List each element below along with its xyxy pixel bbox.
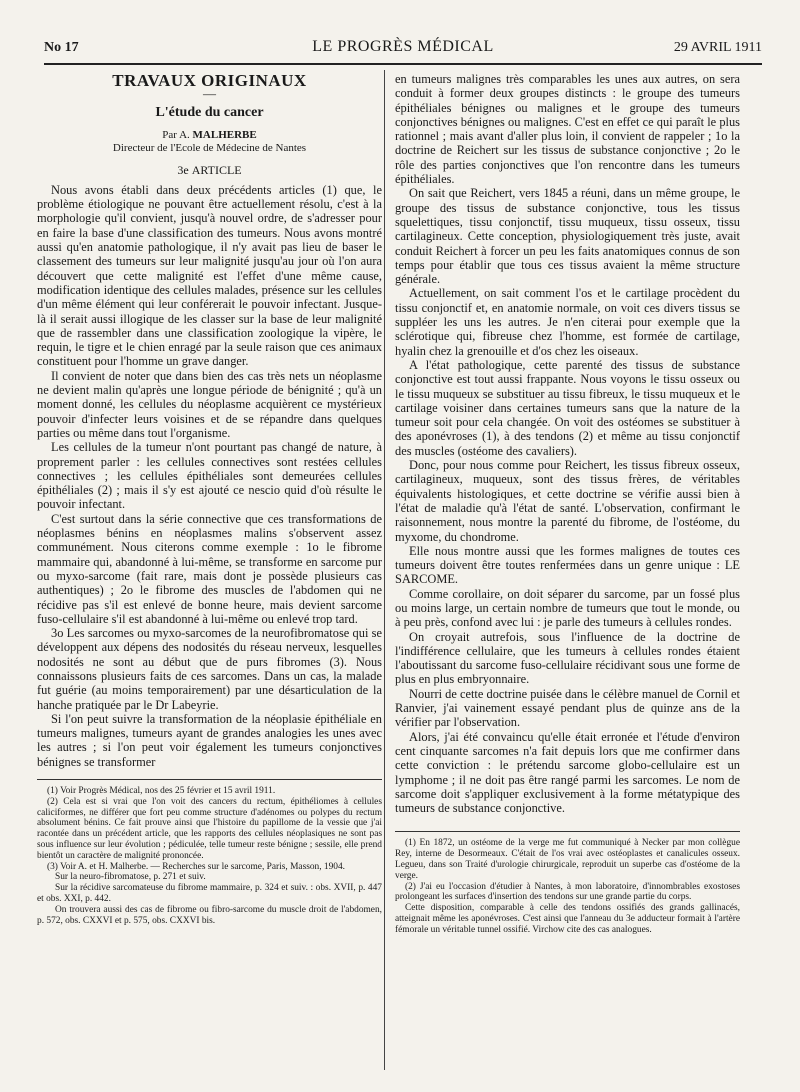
footnote: Sur la neuro-fibromatose, p. 271 et suiv. — [55, 872, 206, 883]
footnote: On trouvera aussi des cas de fibrome ou fibro-sarcome du muscle droit de l'abdomen, p. 572, obs. CXXVI et p. 575, obs. CXXVI bis. — [37, 904, 382, 926]
author-prefix: Par A. — [162, 128, 190, 141]
footnote-rule — [395, 831, 740, 832]
body-paragraph: Donc, pour nous comme pour Reichert, les tissus fibreux osseux, cartilagineux, muqueux, sont des tissus frères, de véritables équivalents histologiques, et cette doctrine se vérifie aussi bien à l'état de maladie qu'à l'état de santé. L'observation, confirmant le raisonnement, nous montre la parenté du fibrome, de l'ostéome, du myxome, du chondrome. — [395, 458, 740, 544]
header-rule — [44, 63, 762, 65]
author-name: MALHERBE — [192, 128, 257, 141]
section-title: TRAVAUX ORIGINAUX — [112, 71, 307, 90]
section-dash: — — [203, 86, 216, 102]
article-part-word: ARTICLE — [191, 162, 242, 177]
body-paragraph: Comme corollaire, on doit séparer du sarcome, par un fossé plus ou moins large, un certain nombre de tumeurs que tout le monde, ou à peu près, confond avec lui : je parle des tumeurs à cellules rondes. — [395, 586, 740, 630]
footnote: (2) J'ai eu l'occasion d'étudier à Nantes, à mon laboratoire, d'innombrables exostoses prolongeant les surfaces d'insertion des tendons sur une grande partie du corps. — [395, 881, 740, 903]
author-line — [37, 129, 382, 142]
footnotes-right — [395, 838, 740, 935]
running-header — [44, 36, 762, 62]
body-paragraph: en tumeurs malignes très comparables les unes aux autres, on sera conduit à former deux groupes distincts : le groupe des tumeurs épithéliales bénignes ou malignes et le groupe des tumeurs conjonctives bénignes ou malignes. C'est en effet ce qui paraît le plus rationnel ; mais avant d'aller plus loin, il convient de rappeler ; 1o la doctrine de Reichert sur les tissus de substance conjonctive ; 2o le rôle des parties conjonctives que l'on rencontre dans les tumeurs épithéliales. — [395, 72, 740, 187]
footnote-rule — [37, 779, 382, 780]
body-paragraph: Il convient de noter que dans bien des cas très nets un néoplasme ne devient malin qu'après une longue période de bénignité ; qu'à un moment donné, les cellules du néoplasme acquièrent ce mystérieux pouvoir d'infecter leurs voisines et de se répandre dans quelques parties ou même dans tout l'organisme. — [37, 368, 382, 440]
body-paragraph: On croyait autrefois, sous l'influence de la doctrine de l'indifférence cellulaire, que les tumeurs à cellules rondes étaient l'aboutissant du sarcome fuso-cellulaire récidivant sous une forme de plus en plus embryonnaire. — [395, 629, 740, 687]
body-paragraph: Elle nous montre aussi que les formes malignes de toutes ces tumeurs doivent être toutes renfermées dans un genre unique : LE SARCOME. — [395, 543, 740, 587]
column-divider — [384, 70, 385, 1070]
article-part — [37, 163, 382, 177]
body-paragraph: A l'état pathologique, cette parenté des tissus de substance conjonctive est tout aussi frappante. Nous voyons le tissu osseux ou le tissu muqueux se substituer au tissu fibreux, le tissu muqueux et le cartilage voisiner dans certaines tumeurs sans que la nature de la tumeur soit pour cela changée. On voit des ostéomes se substituer à des aponévroses (1), à des tendons (2) et même au tissu conjonctif des muscles (ostéome des cavaliers). — [395, 357, 740, 458]
footnote: (1) En 1872, un ostéome de la verge me fut communiqué à Necker par mon collègue Rey, interne de Desormeaux. C'était de l'os vrai avec ostéoplastes et canalicules osseux. Legueu, dans son Traité d'urologie chirurgicale, reproduit un superbe cas d'ostéome de la verge. — [395, 838, 740, 881]
body-paragraph: Alors, j'ai été convaincu qu'elle était erronée et l'étude d'environ cent cinquante sarcomes n'a fait depuis lors que me confirmer dans cette conviction : le prétendu sarcome globo-cellulaire est un lymphome ; il ne doit pas être rangé parmi les sarcomes. Le nom de sarcome doit s'appliquer exclusivement à la forme métatypique des tumeurs de substance conjonctive. — [395, 729, 740, 816]
footnote: (1) Voir Progrès Médical, nos des 25 février et 15 avril 1911. — [47, 786, 276, 797]
left-column — [37, 72, 382, 926]
body-paragraph: Nourri de cette doctrine puisée dans le célèbre manuel de Cornil et Ranvier, j'ai vainement essayé pendant plus de quinze ans de la vérifier par l'observation. — [395, 686, 740, 730]
body-paragraph: Actuellement, on sait comment l'os et le cartilage procèdent du tissu conjonctif et, en anatomie normale, on voit ces divers tissus se suppléer les uns les autres. Je n'en citerai pour exemple que la sclérotique qui, fibreuse chez l'homme, est formée de cartilage, hyalin chez la grenouille et d'os chez les oiseaux. — [395, 286, 740, 358]
body-paragraph: Les cellules de la tumeur n'ont pourtant pas changé de nature, à proprement parler : les cellules connectives sont restées cellules connectives ; les cellules épithéliales sont demeurées cellules épithéliales (2) ; mais il s'y est ajouté ce nescio quid d'où résulte le pouvoir infectant. — [37, 440, 382, 512]
body-paragraph: Nous avons établi dans deux précédents articles (1) que, le problème étiologique ne pouvant être actuellement résolu, c'est à la morphologie qu'il convient, jusqu'à nouvel ordre, de s'adresser pour en faire la base d'une classification des tumeurs. Nous avons montré aussi qu'en anatomie pathologique, il n'y avait pas lieu de baser le classement des tumeurs sur leur malignité jusqu'au jour où l'on aura découvert que cette malignité est l'effet d'une même cause, modification identique des cellules malades, présence sur les cellules d'un même élément qui leur conférerait le pouvoir infectant. Jusque-là il serait aussi illogique de les classer sur la base de leur malignité que de rassembler dans une classification zoologique la vipère, le requin, le tigre et le chien enragé par la seule raison que ces animaux constituent pour l'homme un grave danger. — [37, 182, 382, 369]
body-paragraph: Si l'on peut suivre la transformation de la néoplasie épithéliale en tumeurs malignes, tumeurs ayant de grandes analogies les unes avec les autres ; si l'on peut voir également les tumeurs conjonctives bénignes se transformer — [37, 711, 382, 769]
journal-title: LE PROGRÈS MÉDICAL — [312, 38, 494, 55]
footnotes-left — [37, 786, 382, 926]
footnote: (3) Voir A. et H. Malherbe. — Recherches sur le sarcome, Paris, Masson, 1904. — [47, 861, 346, 872]
body-paragraph: C'est surtout dans la série connective que ces transformations de néoplasmes bénins en néoplasmes malins s'observent assez communément. Nous citerons comme exemple : 1o le fibrome mammaire qui, abandonné à lui-même, se transforme en sarcome pur ou myxo-sarcome (fait rare, mais dont je possède plusieurs cas authentiques) ; 2o le fibrome des muscles de l'abdomen qui ne récidive pas s'il est enlevé de bonne heure, mais devient sarcome fuso-cellulaire s'il est abandonné à lui-même ou enlevé trop tard. — [37, 511, 382, 626]
article-title: L'étude du cancer — [155, 105, 264, 121]
issue-date: 29 AVRIL 1911 — [673, 40, 762, 55]
author-role: Directeur de l'Ecole de Médecine de Nantes — [112, 141, 307, 154]
footnote: Cette disposition, comparable à celle des tendons ossifiés des grands gallinacés, atteignait même les aponévroses. C'est ainsi que l'anneau du 3e adducteur formait à l'artère fémorale un véritable tunnel ossifié. Virchow cite des cas analogues. — [395, 903, 740, 935]
footnote: (2) Cela est si vrai que l'on voit des cancers du rectum, épithéliomes à cellules caliciformes, ne différer que fort peu comme structure d'adénomes ou polypes du rectum absolument bénins. Ce fait prouve ainsi que l'histoire du papillome de la vessie que j'ai racontée dans un précédent article, que les rapports des cellules néoplasiques ne sont pas sous influence sur leur évolution ; pédiculée, telle tumeur reste bénigne ; sessile, elle prend bientôt un caractère de malignité prononcée. — [37, 796, 382, 861]
footnote: Sur la récidive sarcomateuse du fibrome mammaire, p. 324 et suiv. : obs. XVII, p. 447 et obs. XXI, p. 442. — [37, 883, 382, 905]
article-part-number: 3e — [177, 162, 189, 177]
body-paragraph: On sait que Reichert, vers 1845 a réuni, dans un même groupe, le groupe des tissus de substance conjonctive, tous les tissus squelettiques, tissu conjonctif, tissu muqueux, tissu osseux, tissu cartilagineux. Cette conception, physiologiquement très juste, avait conduit Reichert à forcer un peu les faits anatomiques connus de son temps pour établir que tous ces tissus avaient la même structure générale. — [395, 186, 740, 287]
body-paragraph: 3o Les sarcomes ou myxo-sarcomes de la neurofibromatose qui se développent aux dépens des nodosités du réseau nerveux, lesquelles nodosités ne sont au début que de purs fibromes (3). Nous connaissons plusieurs faits de ces sarcomes. Dans un cas, la malade fut guérie (au moins temporairement) par une désarticulation de la hanche pratiquée par le Dr Labeyrie. — [37, 626, 382, 712]
right-column — [395, 72, 740, 936]
issue-number: No 17 — [44, 40, 79, 55]
